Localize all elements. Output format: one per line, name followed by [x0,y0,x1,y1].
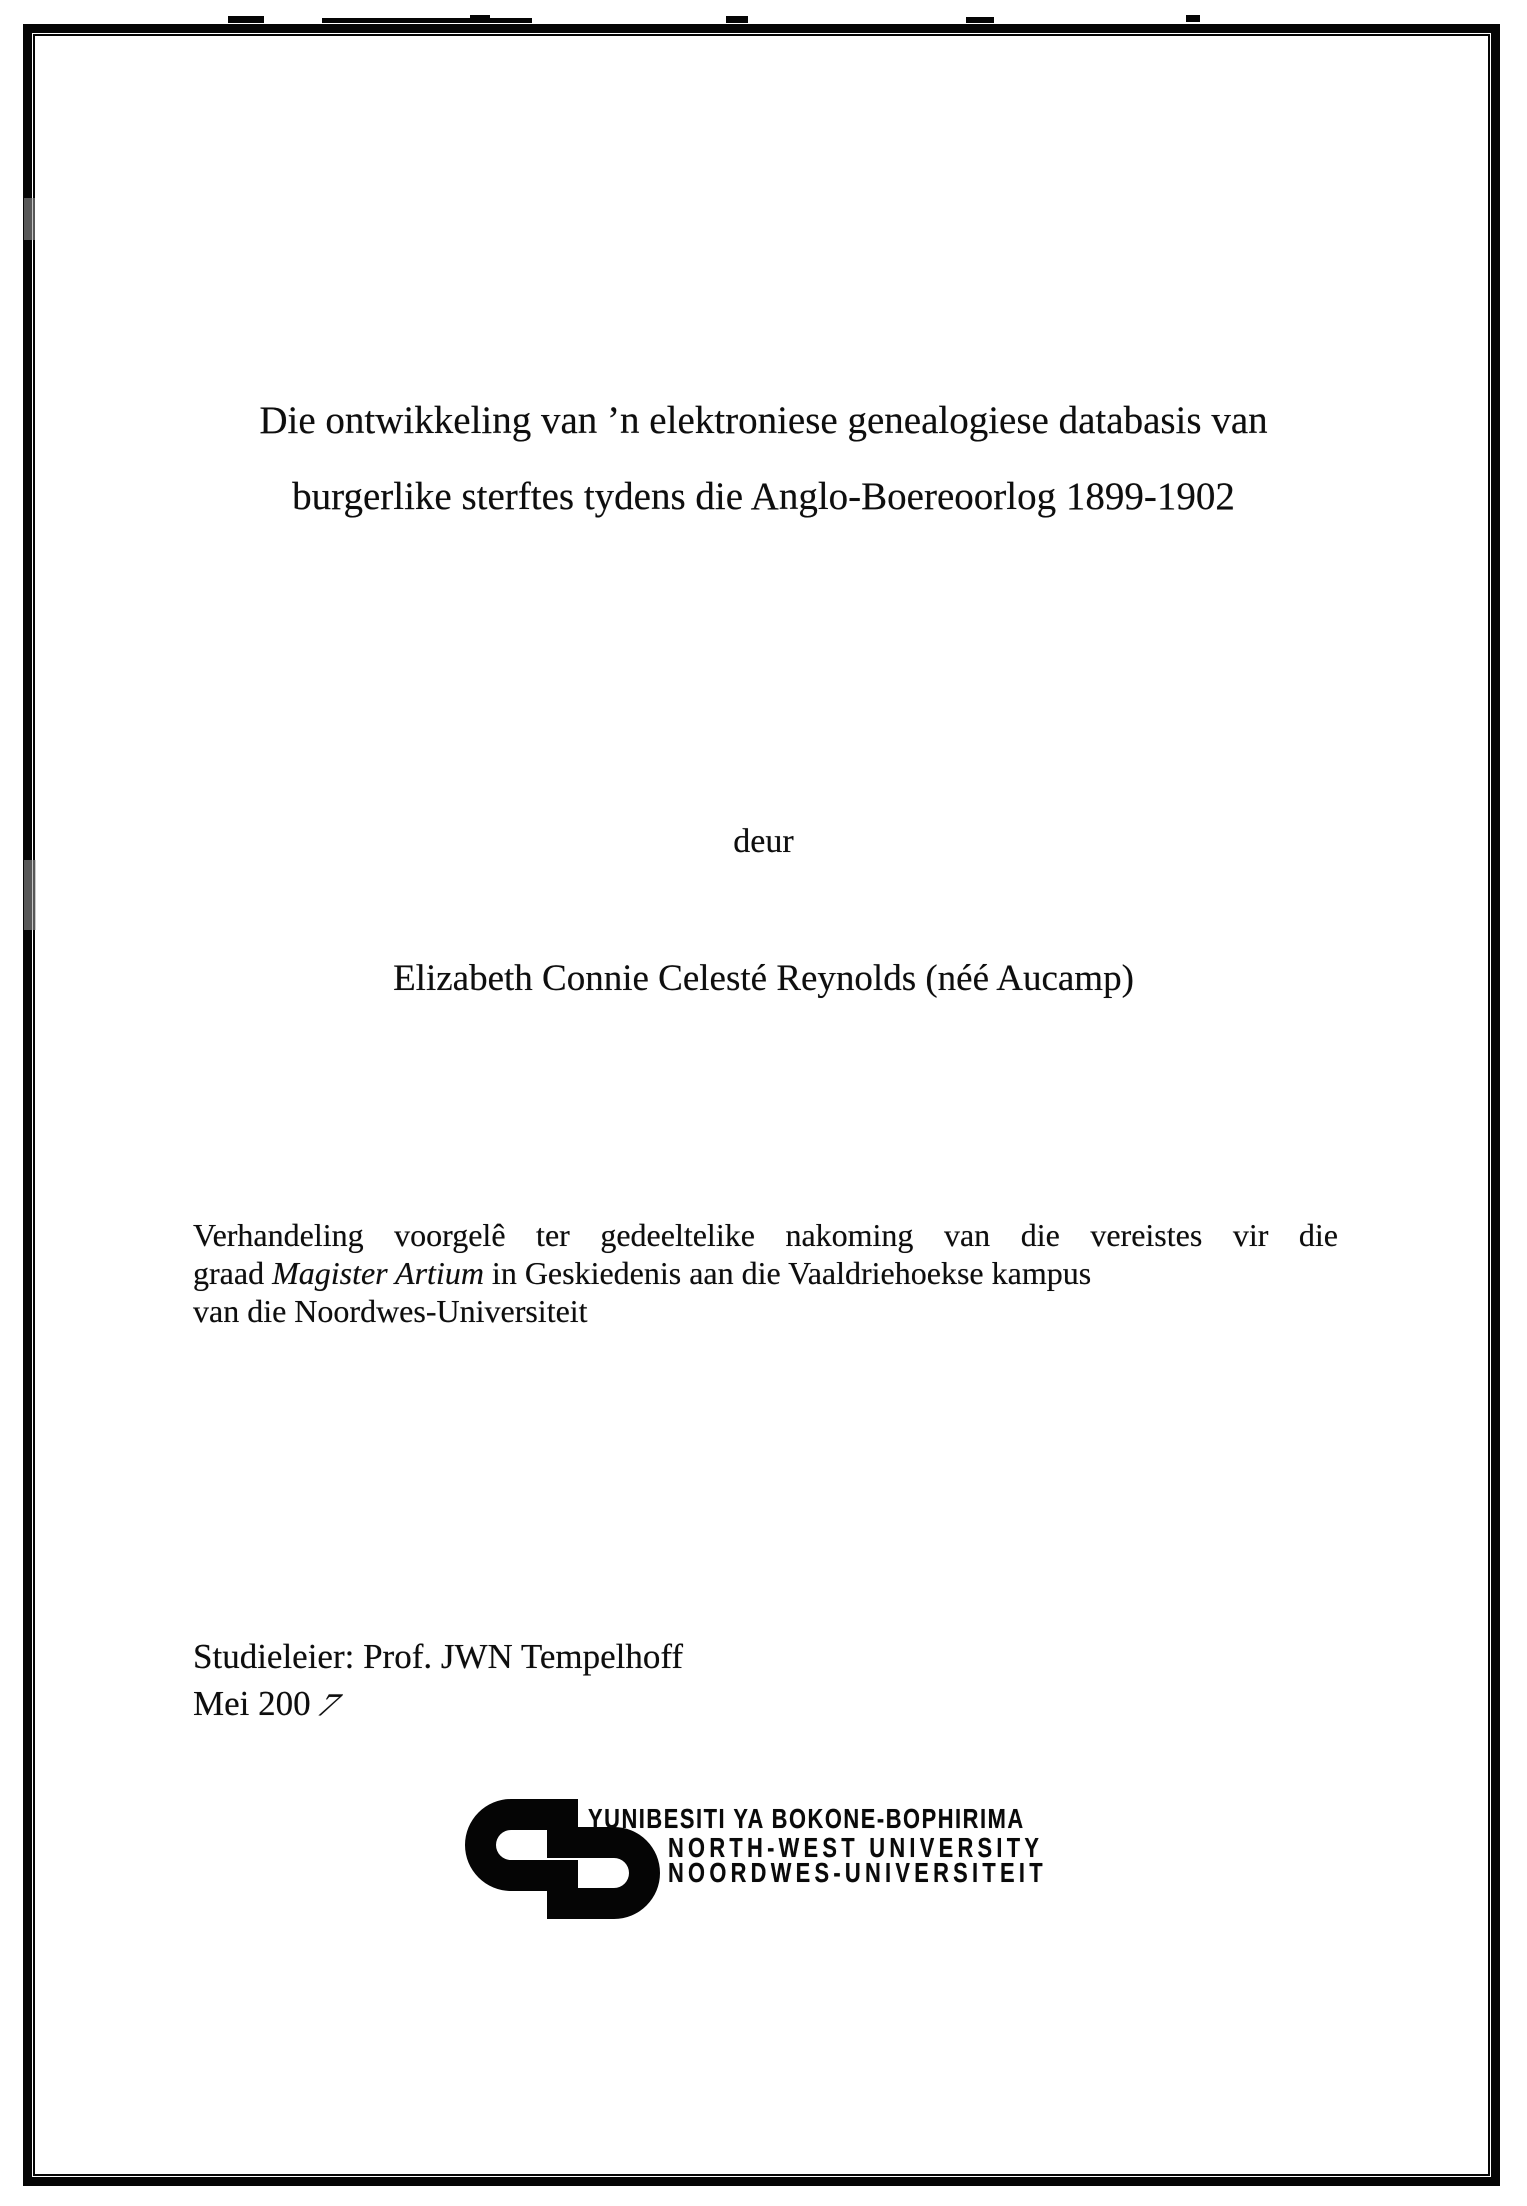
supervisor-line: Studieleier: Prof. JWN Tempelhoff [193,1637,684,1676]
byline: deur [733,823,794,860]
author-name: Elizabeth Connie Celesté Reynolds (néé Aucamp) [393,958,1134,999]
degree-statement [193,1216,1338,1330]
scan-artifact [470,15,490,23]
degree-name-italic: Magister Artium [272,1255,484,1291]
degree-statement-line-2-prefix: graad [193,1255,273,1291]
scan-artifact [726,16,748,23]
scan-artifact [228,16,264,23]
degree-statement-line-1: Verhandeling voorgelê ter gedeeltelike nakoming van die vereistes vir die [193,1217,1338,1253]
scan-artifact [322,18,532,23]
degree-statement-line-2-suffix: in Geskiedenis aan die Vaaldriehoekse kampus [483,1255,1092,1291]
scan-smudge [24,198,35,240]
date-line [193,1680,683,1727]
date-prefix: Mei 200 [193,1684,311,1723]
degree-statement-line-2 [193,1254,1338,1292]
logo-text-setswana: YUNIBESITI YA BOKONE-BOPHIRIMA [588,1803,1025,1834]
thesis-title-line-2: burgerlike sterftes tydens die Anglo-Boereoorlog 1899-1902 [292,475,1235,518]
logo-text-english: NORTH-WEST UNIVERSITY [668,1832,1044,1863]
supervisor-and-date [193,1633,683,1727]
thesis-title-line-1: Die ontwikkeling van ’n elektroniese genealogiese databasis van [259,399,1268,442]
scan-artifact [966,17,994,23]
degree-statement-line-3: van die Noordwes-Universiteit [193,1293,588,1329]
thesis-title [186,383,1341,535]
scan-artifact [1186,15,1200,22]
scan-smudge [24,860,36,930]
date-final-digit: 7 [309,1686,348,1723]
logo-text-afrikaans: NOORDWES-UNIVERSITEIT [668,1857,1047,1888]
